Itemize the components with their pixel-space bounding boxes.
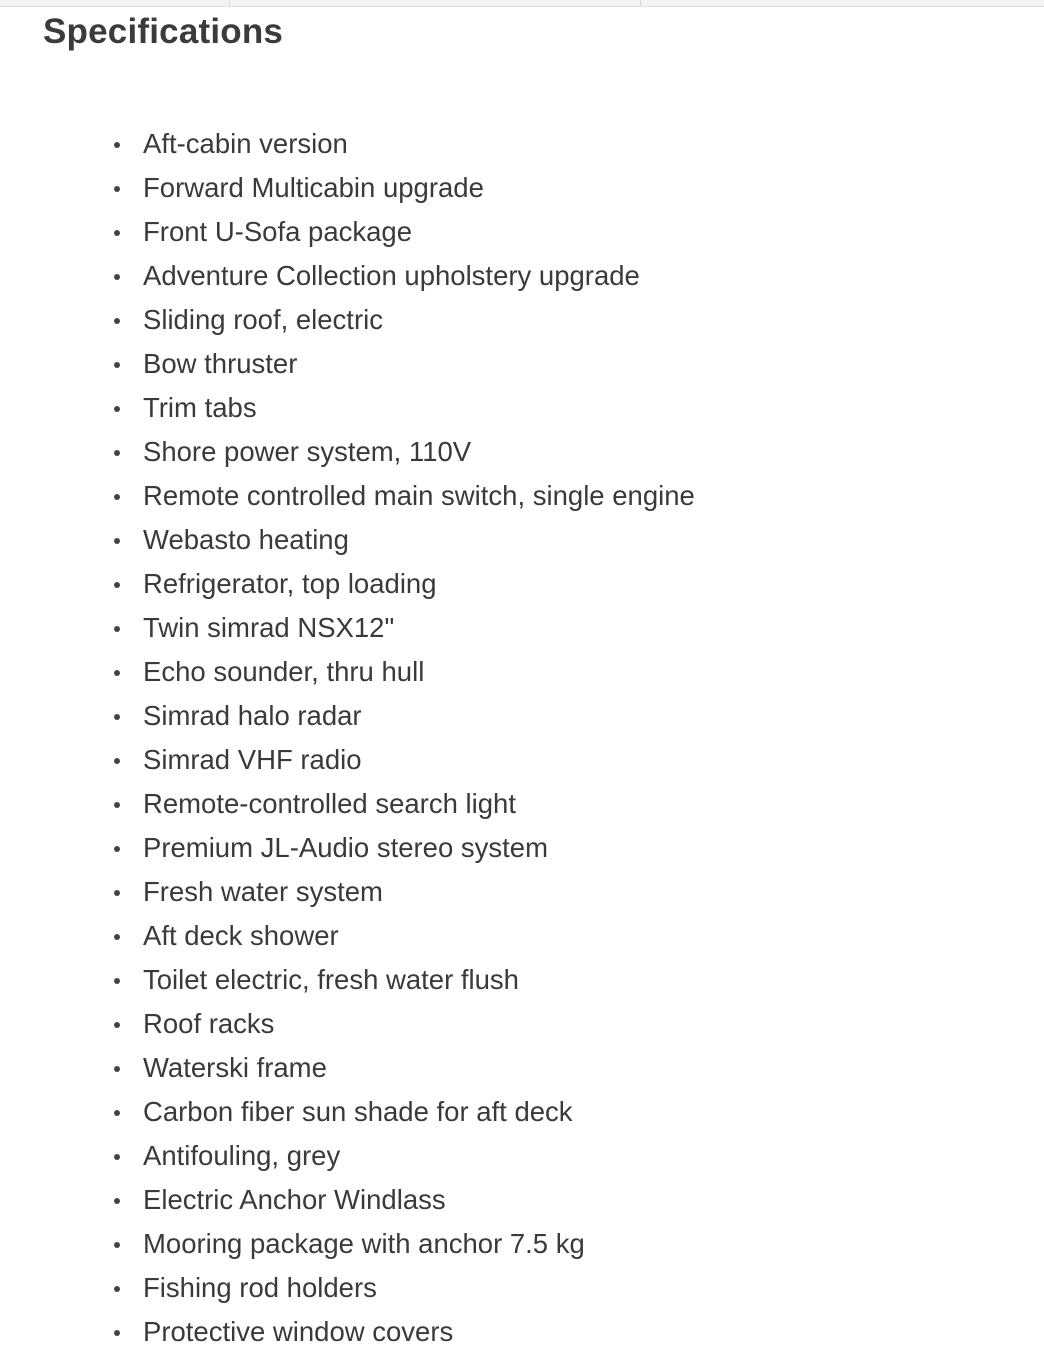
specification-item: Front U-Sofa package: [143, 210, 695, 254]
specification-item: Sliding roof, electric: [143, 298, 695, 342]
specification-item: Protective window covers: [143, 1310, 695, 1354]
specification-item: Simrad VHF radio: [143, 738, 695, 782]
section-heading: Specifications: [43, 12, 284, 51]
specification-item: Aft-cabin version: [143, 122, 695, 166]
specification-item: Premium JL-Audio stereo system: [143, 826, 695, 870]
specification-item: Bow thruster: [143, 342, 695, 386]
specification-item: Remote controlled main switch, single engine: [143, 474, 695, 518]
specification-item: Aft deck shower: [143, 914, 695, 958]
specification-item: Fresh water system: [143, 870, 695, 914]
specification-item: Shore power system, 110V: [143, 430, 695, 474]
tab-divider: [229, 0, 230, 6]
specification-item: Simrad halo radar: [143, 694, 695, 738]
specification-item: Twin simrad NSX12": [143, 606, 695, 650]
specification-item: Webasto heating: [143, 518, 695, 562]
specification-item: Echo sounder, thru hull: [143, 650, 695, 694]
specification-item: Forward Multicabin upgrade: [143, 166, 695, 210]
specification-item: Refrigerator, top loading: [143, 562, 695, 606]
specification-item: Trim tabs: [143, 386, 695, 430]
specification-item: Toilet electric, fresh water flush: [143, 958, 695, 1002]
specification-item: Carbon fiber sun shade for aft deck: [143, 1090, 695, 1134]
specification-item: Fishing rod holders: [143, 1266, 695, 1310]
specification-item: Antifouling, grey: [143, 1134, 695, 1178]
specification-item: Electric Anchor Windlass: [143, 1178, 695, 1222]
tab-divider: [640, 0, 641, 6]
top-tab-strip: [0, 0, 1044, 7]
specification-item: Roof racks: [143, 1002, 695, 1046]
specification-item: Mooring package with anchor 7.5 kg: [143, 1222, 695, 1266]
specification-item: Waterski frame: [143, 1046, 695, 1090]
specifications-list: [143, 122, 695, 1354]
specification-item: Remote-controlled search light: [143, 782, 695, 826]
specification-item: Adventure Collection upholstery upgrade: [143, 254, 695, 298]
